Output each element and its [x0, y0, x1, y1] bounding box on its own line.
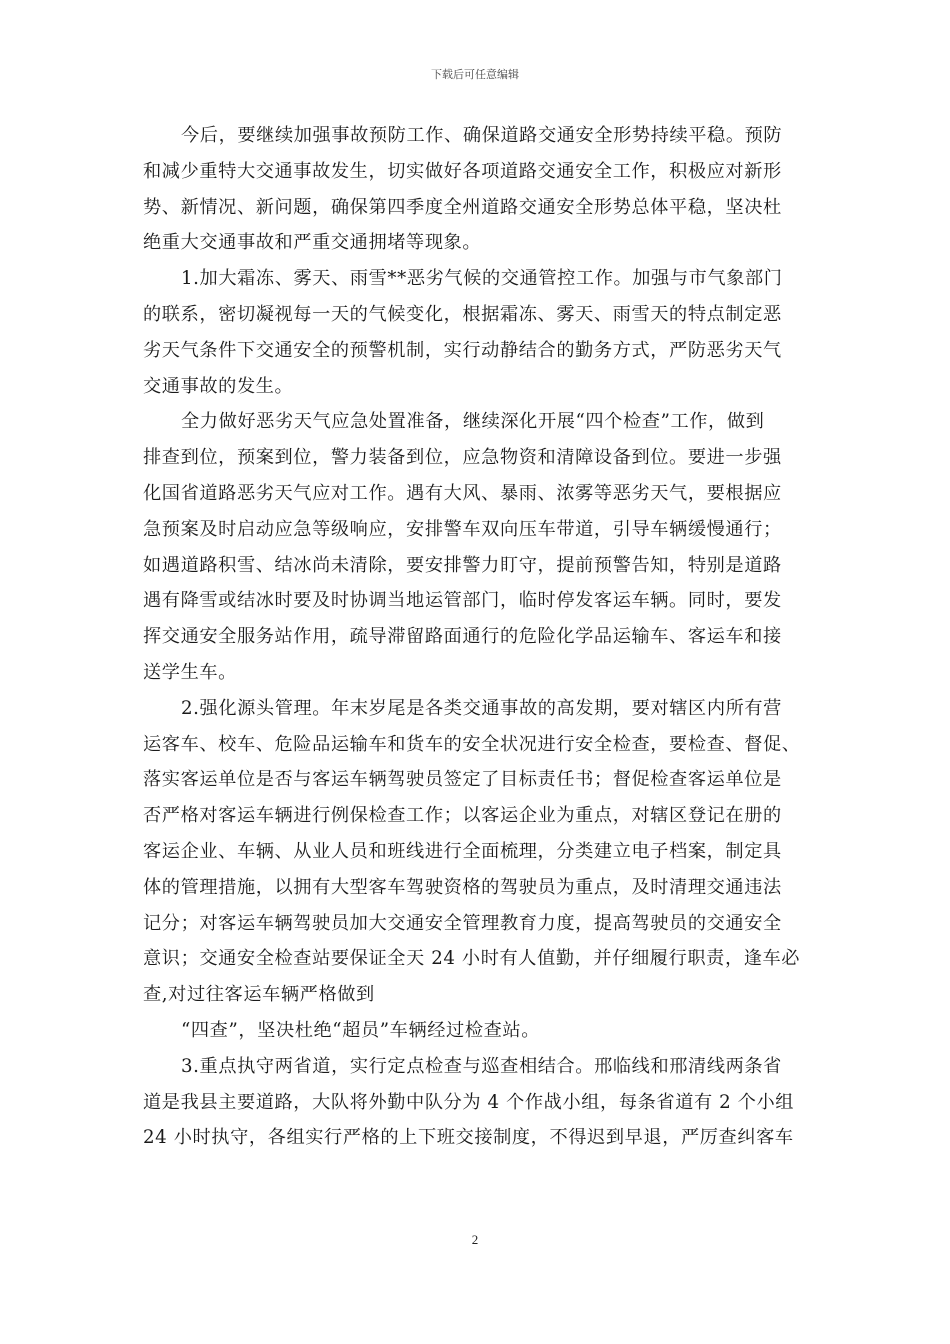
text-line: 交通事故的发生。	[143, 375, 294, 397]
text-line: 3.重点执守两省道，实行定点检查与巡查相结合。邢临线和邢清线两条省	[181, 1055, 782, 1077]
text-line: 体的管理措施，以拥有大型客车驾驶资格的驾驶员为重点，及时清理交通违法	[143, 876, 782, 898]
text-line: 全力做好恶劣天气应急处置准备，继续深化开展“四个检查”工作，做到	[181, 411, 765, 433]
page-header: 下载后可任意编辑	[431, 68, 519, 81]
text-line: 的联系，密切凝视每一天的气候变化，根据霜冻、雾天、雨雪天的特点制定恶	[143, 303, 782, 325]
text-line: 排查到位，预案到位，警力装备到位，应急物资和清障设备到位。要进一步强	[143, 447, 782, 469]
text-line: 遇有降雪或结冰时要及时协调当地运管部门，临时停发客运车辆。同时，要发	[143, 590, 782, 612]
page-number: 2	[471, 1232, 479, 1247]
text-line: 绝重大交通事故和严重交通拥堵等现象。	[143, 232, 482, 254]
text-line: 如遇道路积雪、结冰尚未清除，要安排警力盯守，提前预警告知，特别是道路	[143, 554, 782, 576]
text-line: 客运企业、车辆、从业人员和班线进行全面梳理，分类建立电子档案，制定具	[143, 840, 782, 862]
text-line: 化国省道路恶劣天气应对工作。遇有大风、暴雨、浓雾等恶劣天气，要根据应	[143, 482, 782, 504]
text-line: 运客车、校车、危险品运输车和货车的安全状况进行安全检查，要检查、督促、	[143, 733, 801, 755]
text-line: 挥交通安全服务站作用，疏导滞留路面通行的危险化学品运输车、客运车和接	[143, 626, 782, 648]
text-line: 送学生车。	[143, 661, 237, 683]
text-line: 记分；对客运车辆驾驶员加大交通安全管理教育力度，提高驾驶员的交通安全	[143, 912, 782, 934]
text-line: 势、新情况、新问题，确保第四季度全州道路交通安全形势总体平稳，坚决杜	[143, 196, 782, 218]
text-line: 道是我县主要道路，大队将外勤中队分为 4 个作战小组，每条省道有 2 个小组	[143, 1091, 795, 1113]
text-line: 今后，要继续加强事故预防工作、确保道路交通安全形势持续平稳。预防	[181, 125, 783, 146]
text-line: 24 小时执守，各组实行严格的上下班交接制度，不得迟到早退，严厉查纠客车	[143, 1127, 794, 1149]
text-line: 落实客运单位是否与客运车辆驾驶员签定了目标责任书；督促检查客运单位是	[143, 769, 782, 791]
text-line: “四查”，坚决杜绝“超员”车辆经过检查站。	[181, 1019, 540, 1041]
text-line: 劣天气条件下交通安全的预警机制，实行动静结合的勤务方式，严防恶劣天气	[143, 339, 782, 361]
text-line: 否严格对客运车辆进行例保检查工作；以客运企业为重点，对辖区登记在册的	[143, 805, 782, 827]
text-line: 1.加大霜冻、雾天、雨雪**恶劣气候的交通管控工作。加强与市气象部门	[181, 268, 783, 290]
document-body	[143, 118, 807, 1156]
text-line: 和减少重特大交通事故发生，切实做好各项道路交通安全工作，积极应对新形	[143, 160, 782, 182]
text-line: 意识；交通安全检查站要保证全天 24 小时有人值勤，并仔细履行职责，逢车必	[143, 948, 801, 970]
text-line: 急预案及时启动应急等级响应，安排警车双向压车带道，引导车辆缓慢通行；	[143, 518, 782, 540]
text-line: 2.强化源头管理。年末岁尾是各类交通事故的高发期，要对辖区内所有营	[181, 697, 782, 719]
text-line: 查,对过往客运车辆严格做到	[143, 984, 375, 1006]
